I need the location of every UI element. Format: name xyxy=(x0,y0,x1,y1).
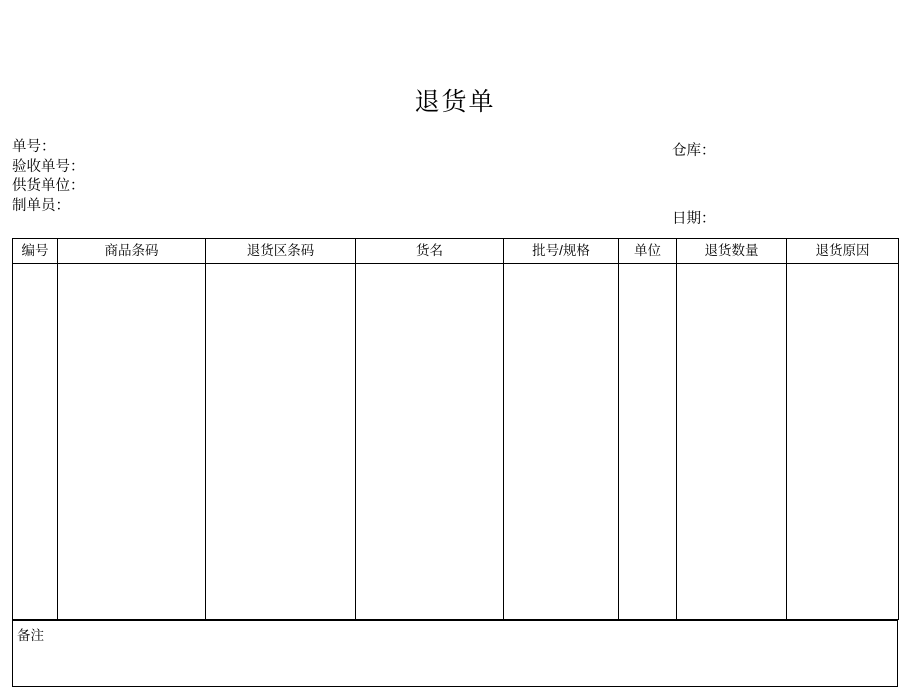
cell-return-quantity[interactable] xyxy=(677,264,787,620)
date-label: 日期： xyxy=(672,210,716,227)
return-items-table xyxy=(12,238,899,620)
column-header-return-quantity: 退货数量 xyxy=(677,239,787,264)
cell-return-reason[interactable] xyxy=(787,264,899,620)
cell-return-area-barcode[interactable] xyxy=(206,264,356,620)
inspection-number-label: 验收单号： xyxy=(12,158,85,175)
cell-goods-name[interactable] xyxy=(356,264,504,620)
column-header-batch-spec: 批号/规格 xyxy=(504,239,619,264)
remark-label[interactable]: 备注 xyxy=(13,621,898,687)
remark-table xyxy=(12,620,898,687)
cell-unit[interactable] xyxy=(619,264,677,620)
table-row xyxy=(13,264,899,620)
column-header-return-area-barcode: 退货区条码 xyxy=(206,239,356,264)
meta-right-block xyxy=(672,142,716,229)
remark-row xyxy=(13,621,898,687)
preparer-label: 制单员： xyxy=(12,197,70,214)
cell-product-barcode[interactable] xyxy=(58,264,206,620)
column-header-index: 编号 xyxy=(13,239,58,264)
cell-index[interactable] xyxy=(13,264,58,620)
order-number-label: 单号： xyxy=(12,139,56,155)
column-header-unit: 单位 xyxy=(619,239,677,264)
warehouse-label: 仓库： xyxy=(672,143,716,159)
cell-batch-spec[interactable] xyxy=(504,264,619,620)
supplier-label: 供货单位： xyxy=(12,178,85,194)
column-header-return-reason: 退货原因 xyxy=(787,239,899,264)
column-header-product-barcode: 商品条码 xyxy=(58,239,206,264)
page-title: 退货单 xyxy=(414,88,496,116)
meta-left-block xyxy=(12,138,85,216)
table-header-row xyxy=(13,239,899,264)
column-header-goods-name: 货名 xyxy=(356,239,504,264)
